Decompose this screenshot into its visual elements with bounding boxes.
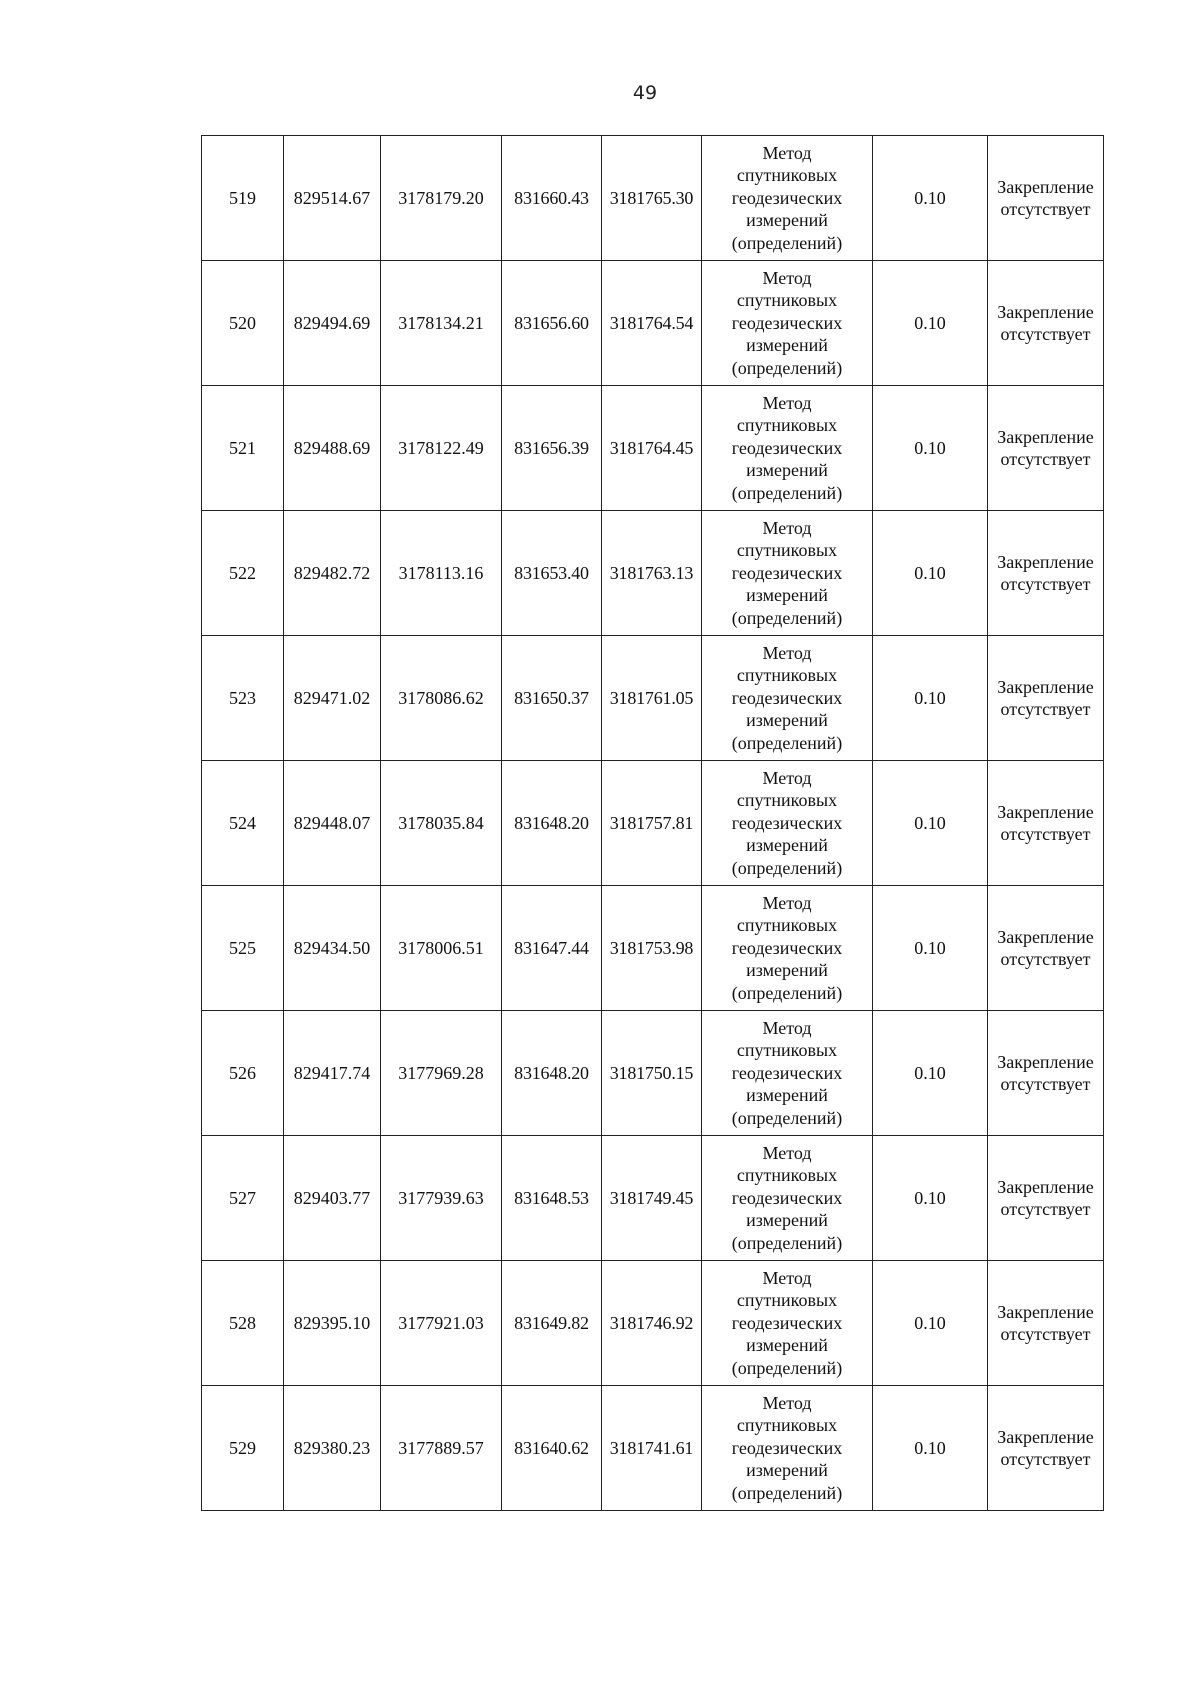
- coordinate-y-old-cell: 3177921.03: [381, 1261, 502, 1386]
- point-number-cell: 523: [202, 636, 284, 761]
- fixing-description-cell: Закрепление отсутствует: [988, 1386, 1104, 1511]
- coordinate-y-new-cell: 3181765.30: [602, 136, 702, 261]
- coordinate-x-new-cell: 831648.20: [502, 1011, 602, 1136]
- coordinate-y-new-cell: 3181757.81: [602, 761, 702, 886]
- accuracy-cell: 0.10: [873, 1261, 988, 1386]
- accuracy-cell: 0.10: [873, 636, 988, 761]
- coordinate-x-old-cell: 829434.50: [284, 886, 381, 1011]
- page-number: 49: [632, 82, 658, 104]
- method-cell: Метод спутниковых геодезических измерений (определений): [702, 511, 873, 636]
- table-row: [202, 136, 1104, 261]
- coordinates-table: [201, 135, 1104, 1511]
- accuracy-cell: 0.10: [873, 1011, 988, 1136]
- point-number-cell: 524: [202, 761, 284, 886]
- fixing-description-cell: Закрепление отсутствует: [988, 886, 1104, 1011]
- coordinate-y-new-cell: 3181749.45: [602, 1136, 702, 1261]
- coordinate-y-new-cell: 3181753.98: [602, 886, 702, 1011]
- coordinate-x-new-cell: 831653.40: [502, 511, 602, 636]
- accuracy-cell: 0.10: [873, 511, 988, 636]
- fixing-description-cell: Закрепление отсутствует: [988, 636, 1104, 761]
- coordinate-x-old-cell: 829417.74: [284, 1011, 381, 1136]
- coordinate-x-old-cell: 829380.23: [284, 1386, 381, 1511]
- table-body: [202, 136, 1104, 1511]
- coordinate-x-old-cell: 829403.77: [284, 1136, 381, 1261]
- point-number-cell: 525: [202, 886, 284, 1011]
- coordinate-y-new-cell: 3181764.54: [602, 261, 702, 386]
- coordinate-y-old-cell: 3178122.49: [381, 386, 502, 511]
- accuracy-cell: 0.10: [873, 261, 988, 386]
- coordinate-y-new-cell: 3181763.13: [602, 511, 702, 636]
- coordinate-x-old-cell: 829482.72: [284, 511, 381, 636]
- table-row: [202, 1011, 1104, 1136]
- point-number-cell: 521: [202, 386, 284, 511]
- fixing-description-cell: Закрепление отсутствует: [988, 1261, 1104, 1386]
- coordinate-x-new-cell: 831656.39: [502, 386, 602, 511]
- coordinate-x-new-cell: 831648.53: [502, 1136, 602, 1261]
- coordinate-x-new-cell: 831649.82: [502, 1261, 602, 1386]
- coordinate-x-old-cell: 829395.10: [284, 1261, 381, 1386]
- table-row: [202, 636, 1104, 761]
- table-row: [202, 386, 1104, 511]
- point-number-cell: 520: [202, 261, 284, 386]
- coordinate-x-new-cell: 831640.62: [502, 1386, 602, 1511]
- coordinate-y-new-cell: 3181764.45: [602, 386, 702, 511]
- coordinate-x-old-cell: 829514.67: [284, 136, 381, 261]
- method-cell: Метод спутниковых геодезических измерений (определений): [702, 1261, 873, 1386]
- point-number-cell: 526: [202, 1011, 284, 1136]
- coordinate-y-old-cell: 3178035.84: [381, 761, 502, 886]
- fixing-description-cell: Закрепление отсутствует: [988, 386, 1104, 511]
- point-number-cell: 519: [202, 136, 284, 261]
- coordinate-x-new-cell: 831660.43: [502, 136, 602, 261]
- coordinate-y-old-cell: 3178113.16: [381, 511, 502, 636]
- method-cell: Метод спутниковых геодезических измерений (определений): [702, 1136, 873, 1261]
- table-row: [202, 1261, 1104, 1386]
- coordinate-x-new-cell: 831648.20: [502, 761, 602, 886]
- method-cell: Метод спутниковых геодезических измерений (определений): [702, 386, 873, 511]
- table-row: [202, 761, 1104, 886]
- fixing-description-cell: Закрепление отсутствует: [988, 1136, 1104, 1261]
- coordinate-x-new-cell: 831656.60: [502, 261, 602, 386]
- fixing-description-cell: Закрепление отсутствует: [988, 261, 1104, 386]
- coordinate-y-new-cell: 3181746.92: [602, 1261, 702, 1386]
- accuracy-cell: 0.10: [873, 136, 988, 261]
- table-row: [202, 886, 1104, 1011]
- fixing-description-cell: Закрепление отсутствует: [988, 511, 1104, 636]
- accuracy-cell: 0.10: [873, 1386, 988, 1511]
- coordinate-x-old-cell: 829448.07: [284, 761, 381, 886]
- fixing-description-cell: Закрепление отсутствует: [988, 1011, 1104, 1136]
- coordinate-x-new-cell: 831650.37: [502, 636, 602, 761]
- coordinate-y-new-cell: 3181741.61: [602, 1386, 702, 1511]
- point-number-cell: 527: [202, 1136, 284, 1261]
- table-row: [202, 1136, 1104, 1261]
- method-cell: Метод спутниковых геодезических измерений (определений): [702, 1011, 873, 1136]
- coordinate-y-new-cell: 3181761.05: [602, 636, 702, 761]
- coordinate-y-old-cell: 3178086.62: [381, 636, 502, 761]
- method-cell: Метод спутниковых геодезических измерений (определений): [702, 886, 873, 1011]
- coordinate-x-new-cell: 831647.44: [502, 886, 602, 1011]
- coordinate-y-old-cell: 3178179.20: [381, 136, 502, 261]
- point-number-cell: 529: [202, 1386, 284, 1511]
- accuracy-cell: 0.10: [873, 1136, 988, 1261]
- table-row: [202, 1386, 1104, 1511]
- coordinate-x-old-cell: 829494.69: [284, 261, 381, 386]
- point-number-cell: 522: [202, 511, 284, 636]
- coordinate-y-old-cell: 3177939.63: [381, 1136, 502, 1261]
- coordinate-y-old-cell: 3178134.21: [381, 261, 502, 386]
- coordinate-y-new-cell: 3181750.15: [602, 1011, 702, 1136]
- method-cell: Метод спутниковых геодезических измерений (определений): [702, 761, 873, 886]
- coordinate-y-old-cell: 3178006.51: [381, 886, 502, 1011]
- coordinate-x-old-cell: 829471.02: [284, 636, 381, 761]
- method-cell: Метод спутниковых геодезических измерений (определений): [702, 636, 873, 761]
- method-cell: Метод спутниковых геодезических измерений (определений): [702, 136, 873, 261]
- coordinate-x-old-cell: 829488.69: [284, 386, 381, 511]
- fixing-description-cell: Закрепление отсутствует: [988, 761, 1104, 886]
- point-number-cell: 528: [202, 1261, 284, 1386]
- table-row: [202, 261, 1104, 386]
- fixing-description-cell: Закрепление отсутствует: [988, 136, 1104, 261]
- coordinate-y-old-cell: 3177969.28: [381, 1011, 502, 1136]
- coordinate-y-old-cell: 3177889.57: [381, 1386, 502, 1511]
- accuracy-cell: 0.10: [873, 761, 988, 886]
- accuracy-cell: 0.10: [873, 886, 988, 1011]
- table-row: [202, 511, 1104, 636]
- method-cell: Метод спутниковых геодезических измерений (определений): [702, 1386, 873, 1511]
- method-cell: Метод спутниковых геодезических измерений (определений): [702, 261, 873, 386]
- accuracy-cell: 0.10: [873, 386, 988, 511]
